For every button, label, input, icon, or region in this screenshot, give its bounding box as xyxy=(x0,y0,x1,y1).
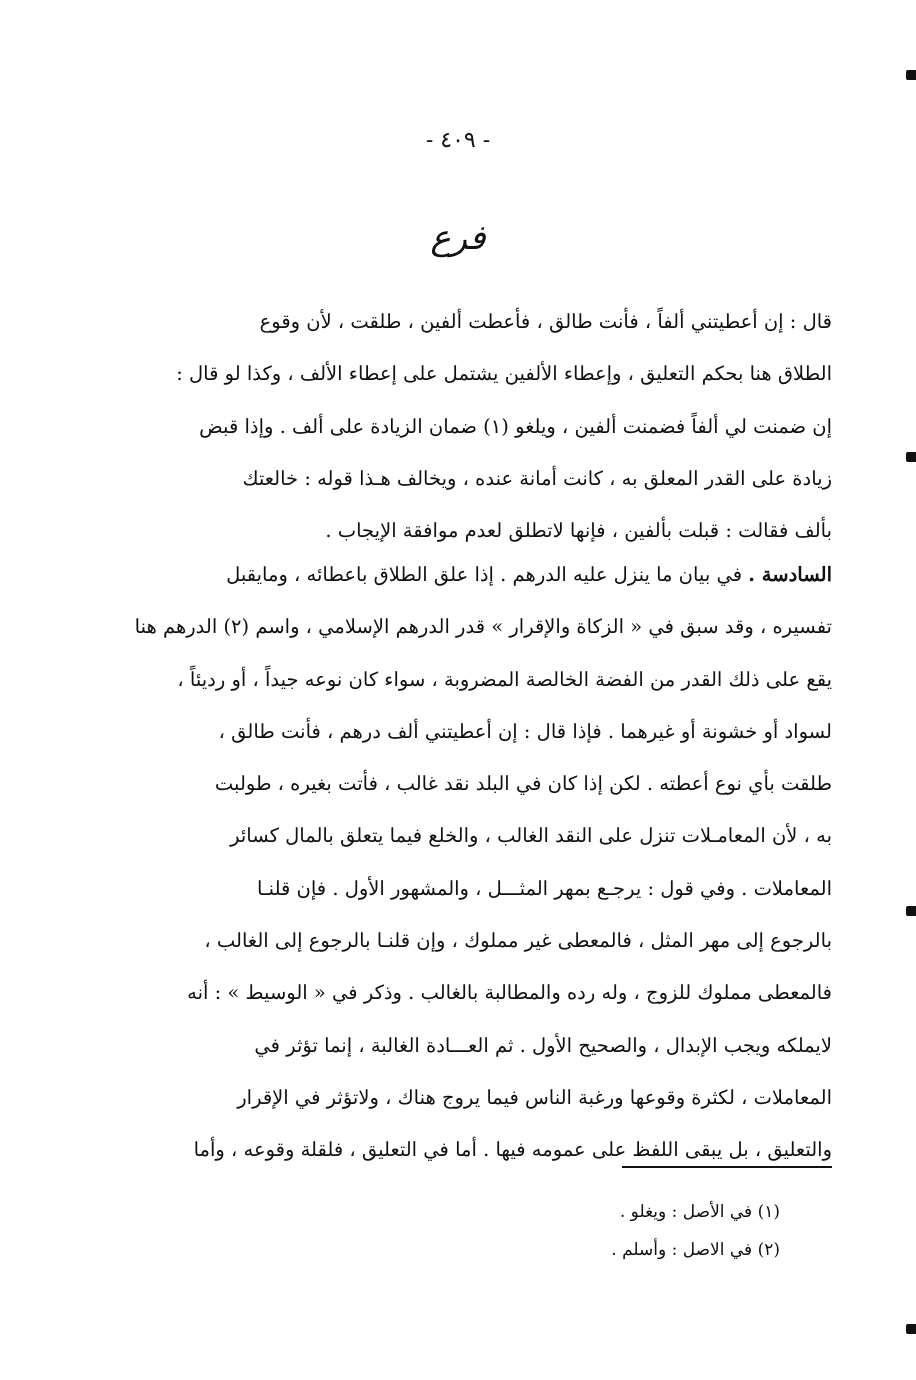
text-line: تفسيره ، وقد سبق في « الزكاة والإقرار » قدر الدرهم الإسلامي ، واسم (٢) الدرهم هنا xyxy=(134,615,832,639)
text-line: قال : إن أعطيتني ألفاً ، فأنت طالق ، فأعطت ألفين ، طلقت ، لأن وقوع xyxy=(259,310,832,333)
text-line: زيادة على القدر المعلق به ، كانت أمانة عنده ، ويخالف هـذا قوله : خالعتك xyxy=(242,466,832,490)
footnote-1: (١) في الأصل : ويغلو . xyxy=(619,1202,780,1222)
text-line: طلقت بأي نوع أعطته . لكن إذا كان في البلد نقد غالب ، فأتت بغيره ، طولبت xyxy=(214,772,832,796)
scan-edge-mark xyxy=(906,70,916,80)
text-span: في بيان ما ينزل عليه الدرهم . إذا علق الطلاق باعطائه ، ومايقبل xyxy=(226,563,749,586)
text-line: المعاملات ، لكثرة وقوعها ورغبة الناس فيما يروج هناك ، ولاتؤثر في الإقرار xyxy=(237,1085,832,1109)
paragraph-2 xyxy=(110,549,832,1177)
text-line: المعاملات . وفي قول : يرجـع بمهر المثـــل ، والمشهور الأول . فإن قلنـا xyxy=(257,876,832,900)
footnotes xyxy=(280,1193,780,1269)
text-line: لايملكه ويجب الإبدال ، والصحيح الأول . ثم العـــادة الغالبة ، إنما تؤثر في xyxy=(254,1033,832,1057)
text-line: به ، لأن المعامـلات تنزل على النقد الغالب ، والخلع فيما يتعلق بالمال كسائر xyxy=(230,824,832,848)
scan-edge-mark xyxy=(906,452,916,462)
footnote-2: (٢) في الاصل : وأسلم . xyxy=(611,1240,780,1260)
paragraph-1 xyxy=(110,296,832,557)
text-line: بالرجوع إلى مهر المثل ، فالمعطى غير مملوك ، وإن قلنـا بالرجوع إلى الغالب ، xyxy=(204,929,832,953)
page-number: - ٤٠٩ - xyxy=(425,128,491,153)
text-line: والتعليق ، بل يبقى اللفظ على عمومه فيها . أما في التعليق ، فلقلة وقوعه ، وأما xyxy=(193,1138,832,1162)
text-line: لسواد أو خشونة أو غيرهما . فإذا قال : إن أعطيتني ألف درهم ، فأنت طالق ، xyxy=(218,719,832,743)
text-line: فالمعطى مملوك للزوج ، وله رده والمطالبة بالغالب . وذكر في « الوسيط » : أنه xyxy=(187,981,832,1005)
scan-edge-mark xyxy=(906,906,916,916)
text-line xyxy=(110,549,832,601)
scan-edge-mark xyxy=(906,1324,916,1334)
text-line: إن ضمنت لي ألفاً فضمنت ألفين ، ويلغو (١) ضمان الزيادة على ألف . وإذا قبض xyxy=(199,414,832,438)
footnote-divider xyxy=(622,1166,832,1168)
section-heading: فرع xyxy=(430,218,486,258)
text-line: يقع على ذلك القدر من الفضة الخالصة المضروبة ، سواء كان نوعه جيداً ، أو رديئاً ، xyxy=(177,667,832,691)
text-line: بألف فقالت : قبلت بألفين ، فإنها لاتطلق لعدم موافقة الإيجاب . xyxy=(325,519,832,543)
text-line: الطلاق هنا بحكم التعليق ، وإعطاء الألفين يشتمل على إعطاء الألف ، وكذا لو قال : xyxy=(176,362,832,386)
section-label: السادسة . xyxy=(748,563,832,586)
